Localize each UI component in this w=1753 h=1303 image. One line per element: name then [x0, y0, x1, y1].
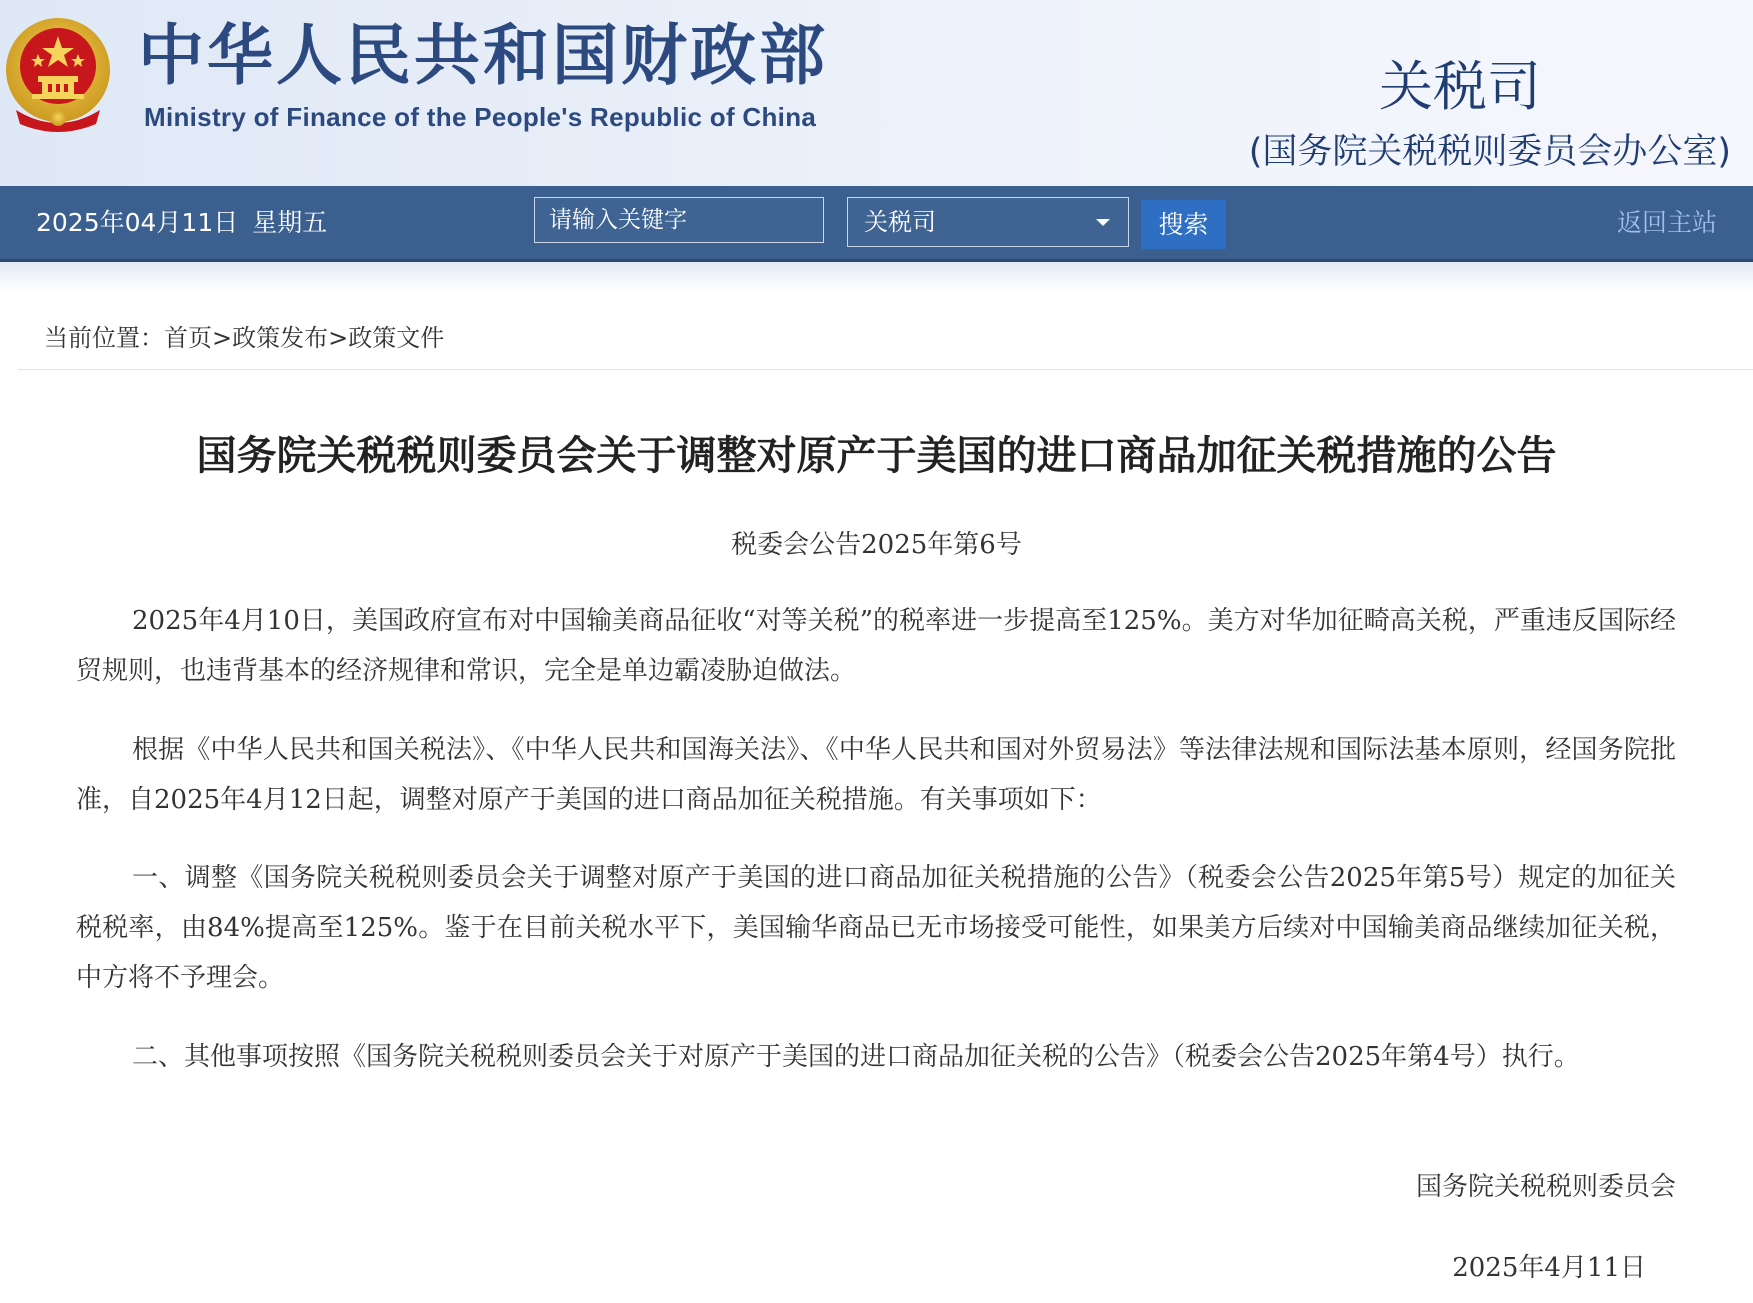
breadcrumb-policy-release[interactable]: 政策发布	[232, 324, 329, 352]
breadcrumb-policy-documents[interactable]: 政策文件	[348, 324, 445, 352]
department-subtitle: (国务院关税税则委员会办公室)	[1248, 132, 1731, 172]
site-header	[0, 0, 1753, 186]
category-select[interactable]	[847, 197, 1129, 247]
date-text: 2025年04月11日	[36, 208, 239, 237]
breadcrumb-separator: >	[212, 324, 233, 352]
breadcrumb	[44, 318, 444, 353]
search-button[interactable]: 搜索	[1141, 200, 1226, 249]
current-date	[36, 186, 327, 259]
article-paragraph: 根据《中华人民共和国关税法》、《中华人民共和国海关法》、《中华人民共和国对外贸易法》等法律法规和国际法基本原则，经国务院批准，自2025年4月12日起，调整对原产于美国的进口商品加征关税措施。有关事项如下：	[76, 735, 1676, 815]
signature-organization: 国务院关税税则委员会	[1415, 1172, 1676, 1202]
breadcrumb-separator: >	[328, 324, 349, 352]
article-paragraph: 一、调整《国务院关税税则委员会关于调整对原产于美国的进口商品加征关税措施的公告》（税委会公告2025年第5号）规定的加征关税税率，由84%提高至125%。鉴于在目前关税水平下，美国输华商品已无市场接受可能性，如果美方后续对中国输美商品继续加征关税，中方将不予理会。	[76, 863, 1676, 993]
content-top-band	[0, 262, 1753, 292]
site-subtitle: Ministry of Finance of the People's Republic of China	[144, 102, 817, 132]
article-paragraph: 2025年4月10日，美国政府宣布对中国输美商品征收“对等关税”的税率进一步提高至125%。美方对华加征畸高关税，严重违反国际经贸规则，也违背基本的经济规律和常识，完全是单边霸凌胁迫做法。	[76, 606, 1676, 686]
breadcrumb-divider	[18, 369, 1753, 370]
breadcrumb-home[interactable]: 首页	[164, 324, 212, 352]
return-home-link[interactable]: 返回主站	[1616, 208, 1717, 237]
national-emblem-icon	[2, 14, 114, 134]
caret-down-icon	[1096, 219, 1110, 226]
breadcrumb-label: 当前位置：	[44, 324, 164, 352]
document-number: 税委会公告2025年第6号	[731, 530, 1022, 560]
weekday-text: 星期五	[252, 208, 328, 237]
article-paragraph: 二、其他事项按照《国务院关税税则委员会关于对原产于美国的进口商品加征关税的公告》（税委会公告2025年第4号）执行。	[132, 1042, 1580, 1072]
article-title: 国务院关税税则委员会关于调整对原产于美国的进口商品加征关税措施的公告	[196, 433, 1557, 479]
category-selected-value: 关税司	[864, 208, 936, 236]
search-input[interactable]	[534, 197, 824, 243]
nav-bar	[0, 186, 1753, 262]
site-title: 中华人民共和国财政部	[138, 17, 828, 94]
signature-date: 2025年4月11日	[1452, 1253, 1646, 1283]
department-name: 关税司	[1379, 55, 1541, 118]
